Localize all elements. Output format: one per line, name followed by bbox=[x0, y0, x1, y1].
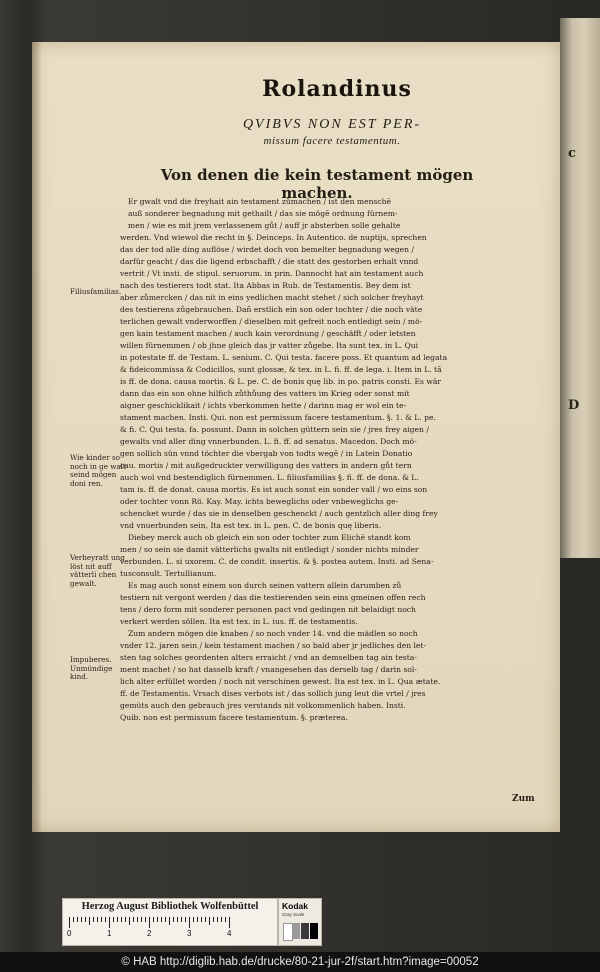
gray-swatch bbox=[310, 923, 318, 939]
ruler-number: 1 bbox=[107, 929, 112, 938]
body-line: Quib. non est permissum facere testamentum. §. præterea. bbox=[120, 713, 348, 722]
ruler-tick bbox=[121, 917, 122, 922]
body-line: gen sollich sün vnnd töchter die vbergab von todts wegē / in Latein Donatio bbox=[120, 449, 413, 458]
ruler-tick bbox=[189, 917, 190, 928]
margin-note: Verheyratt ung löst nit auff vätterli chen gewalt. bbox=[70, 553, 125, 588]
ruler-number: 3 bbox=[187, 929, 192, 938]
margin-note: Impuberes. Unmündige kind. bbox=[70, 655, 113, 682]
ruler-tick bbox=[89, 917, 90, 925]
ruler-number: 4 bbox=[227, 929, 232, 938]
body-line: darfür geacht / das die ligend erbschafft / die statt des gestorben erhalt vnnd bbox=[120, 257, 419, 266]
body-line: gen kain testament machen / auch kain verordnung / geschäfft / oder letsten bbox=[120, 329, 416, 338]
ruler-tick bbox=[221, 917, 222, 922]
margin-note: Wie kinder so noch in ge walt seind mögen doni ren. bbox=[70, 453, 126, 488]
ruler-tick bbox=[185, 917, 186, 922]
body-line: is ff. de dona. causa mortis. & L. pe. C. de bonis quę lib. in po. patris consti. Es wär bbox=[120, 377, 441, 386]
footer-credit: © HAB http://diglib.hab.de/drucke/80-21-jur-2f/start.htm?image=00052 bbox=[0, 952, 600, 972]
page-gutter-shadow bbox=[32, 42, 42, 832]
body-line: verbunden. L. si uxorem. C. de condit. insertis. & §. postea autem. Insti. ad Sena- bbox=[120, 557, 434, 566]
ruler-tick bbox=[69, 917, 70, 928]
ruler-tick bbox=[97, 917, 98, 922]
body-line: lich alter erfüllet worden / noch nit verschinen gewest. Ita est tex. in L. Qua ætate. bbox=[120, 677, 441, 686]
ruler-tick bbox=[93, 917, 94, 922]
body-line: oder tochter vonn Rö. Kay. May. ichts beweglichs oder vnbeweglichs ge- bbox=[120, 497, 399, 506]
body-line: Zum andern mögen die knaben / so noch vnder 14. vnd die mädlen so noch bbox=[128, 629, 418, 638]
body-line: tusconsult. Tertullianum. bbox=[120, 569, 217, 578]
body-line: aber zůmercken / das nit in eins yedlichen macht stehet / sich solcher freyhayt bbox=[120, 293, 424, 302]
latin-heading-line-2: missum facere testamentum. bbox=[263, 135, 401, 147]
body-line: verkert werden söllen. Ita est tex. in L. ius. ff. de testamentis. bbox=[120, 617, 358, 626]
gray-swatch bbox=[292, 923, 300, 939]
ruler-tick bbox=[217, 917, 218, 922]
gray-scale-label: Gray Scale bbox=[282, 912, 305, 917]
body-line: cau. mortis / mit außgedruckter verwilligung des vatters in andern gůt tern bbox=[120, 461, 412, 470]
ruler-tick bbox=[209, 917, 210, 925]
library-label-card bbox=[62, 898, 278, 946]
body-line: ment machet / so hat dasselb kraft / vnangesehen das derselb tag / darin sol- bbox=[120, 665, 417, 674]
body-line: vnder 12. jaren sein / kein testament machen / so bald aber jr jedliches den let- bbox=[120, 641, 427, 650]
facing-page-mark: c bbox=[568, 146, 576, 161]
ruler-tick bbox=[161, 917, 162, 922]
body-line: gewalts vnd aller ding vnnerbunden. L. fi. ff. ad senatus. Macedon. Doch mö- bbox=[120, 437, 417, 446]
ruler-tick bbox=[213, 917, 214, 922]
body-line: men / wie es mit jrem verlassenem gůt / auff jr absterben solle gehalte bbox=[128, 221, 401, 230]
catchword: Zum bbox=[512, 794, 535, 804]
ruler-tick bbox=[73, 917, 74, 922]
body-line: sten tag solches geordenten alters erraicht / vnd an demselben tag ain testa- bbox=[120, 653, 417, 662]
kodak-color-card bbox=[278, 898, 322, 946]
ruler-tick bbox=[177, 917, 178, 922]
library-label: Herzog August Bibliothek Wolfenbüttel bbox=[81, 901, 259, 912]
body-line: des testierens zůgebrauchen. Dañ erstlich ein son oder tochter / die noch väte bbox=[120, 305, 423, 314]
body-line: Er gwalt vnd die freyhait ain testament zůmachen / ist den menschē bbox=[128, 197, 391, 206]
body-line: stament machen. Insti. Qui. non est permissum facere testamentum. §. 1. & L. pe. bbox=[120, 413, 436, 422]
body-line: vertrit / Vt insti. de stipul. seruorum. in prin. Dannocht hat ain testament auch bbox=[120, 269, 424, 278]
ruler-tick bbox=[197, 917, 198, 922]
ruler-tick bbox=[141, 917, 142, 922]
ruler-number: 2 bbox=[147, 929, 152, 938]
facing-page-edge bbox=[560, 18, 600, 558]
document-page bbox=[32, 42, 560, 832]
ruler-tick bbox=[169, 917, 170, 925]
ruler-tick bbox=[113, 917, 114, 922]
body-line: ff. de Testamentis. Vrsach dises verbots ist / das sollich jung leut die vrtel / jres bbox=[120, 689, 426, 698]
german-heading: Von denen die kein testament mögen machen. bbox=[160, 166, 474, 202]
body-line: auch wol vnd bestendiglich fürnemmen. L. filiusfamilias §. fi. ff. de dona. & L. bbox=[120, 473, 419, 482]
running-head: Rolandinus bbox=[262, 76, 412, 102]
body-line: terlichen gewalt vnderworffen / dieselben mit gefreit noch entledigt sein / mö- bbox=[120, 317, 423, 326]
ruler-tick bbox=[77, 917, 78, 922]
ruler-tick bbox=[133, 917, 134, 922]
body-line: auß sonderer begnadung mit gethailt / das sie mögē ordnung fürnem- bbox=[128, 209, 398, 218]
ruler-tick bbox=[173, 917, 174, 922]
margin-note: Filiusfamilias. bbox=[70, 287, 122, 296]
body-text bbox=[120, 196, 540, 724]
ruler-tick bbox=[225, 917, 226, 922]
latin-heading bbox=[182, 116, 482, 150]
ruler-tick bbox=[109, 917, 110, 928]
body-line: in potestate ff. de Testam. L. senium. C. Qui testa. facere poss. Et quantum ad legata bbox=[120, 353, 448, 362]
body-line: willen fürnemmen / ob jhne gleich das jr vatter zůgebe. Ita sunt tex. in L. Qui bbox=[120, 341, 419, 350]
latin-heading-line-1: QVIBVS NON EST PER- bbox=[242, 117, 422, 132]
ruler-number: 0 bbox=[67, 929, 72, 938]
body-line: schencket wurde / das sie in denselben geschenckt / auch gentzlich aller ding frey bbox=[120, 509, 438, 518]
ruler-tick bbox=[81, 917, 82, 922]
ruler-tick bbox=[105, 917, 106, 922]
ruler-tick bbox=[181, 917, 182, 922]
body-line: vnd vnuerbunden sein, Ita est tex. in L. pen. C. de bonis quę liberis. bbox=[120, 521, 382, 530]
ruler-tick bbox=[201, 917, 202, 922]
facing-page-mark: D bbox=[568, 398, 580, 413]
ruler-tick bbox=[153, 917, 154, 922]
body-line: tens / dero form mit sonderer personen pact vnd gedingen nit belaidigt noch bbox=[120, 605, 416, 614]
body-line: testiern nit vergont werden / das die testierenden sein eins gmeinen offen rech bbox=[120, 593, 426, 602]
ruler-tick bbox=[165, 917, 166, 922]
ruler-tick bbox=[229, 917, 230, 928]
ruler-tick bbox=[145, 917, 146, 922]
body-line: men / so sein sie damit vätterlichs gwalts nit entledigt / sonder nichts minder bbox=[120, 545, 419, 554]
body-line: gemüts auch den gebrauch jres verstands nit volkommenlich haben. Insti. bbox=[120, 701, 406, 710]
kodak-brand: Kodak bbox=[282, 901, 308, 911]
ruler-tick bbox=[85, 917, 86, 922]
gray-swatch bbox=[301, 923, 309, 939]
body-line: aigner geschicklikait / ichts vberkommen hette / darinn mag er wol ein te- bbox=[120, 401, 407, 410]
body-line: Es mag auch sonst einem son durch seinen vattern allein darumben zů bbox=[128, 581, 402, 590]
ruler-tick bbox=[205, 917, 206, 922]
body-line: tam is. ff. de donat. causa mortis. Es ist auch sonst ein sonder vall / wo eins son bbox=[120, 485, 428, 494]
ruler-tick bbox=[149, 917, 150, 928]
body-line: werden. Vnd wiewol die recht in §. Deinceps. In Autentico. de nuptijs, sprechen bbox=[120, 233, 427, 242]
ruler-tick bbox=[125, 917, 126, 922]
ruler-tick bbox=[193, 917, 194, 922]
ruler-tick bbox=[137, 917, 138, 922]
body-line: & fideicommissa & Codicillos, sunt glossæ, & tex. in L. fi. ff. de lega. i. Item in L. tã bbox=[120, 365, 442, 374]
body-line: dann das ein son ohne hilfich zůthůung des vatters im Krieg oder sonst mit bbox=[120, 389, 410, 398]
body-line: Diebey merck auch ob gleich ein son oder tochter zum Elichē standt kom bbox=[128, 533, 411, 542]
ruler-tick bbox=[129, 917, 130, 925]
ruler-tick bbox=[101, 917, 102, 922]
body-line: das der tod alle ding auflöse / wirdet doch von bemelter begnadung wegen / bbox=[120, 245, 414, 254]
body-line: & fi. C. Qui testa. fa. possunt. Dann in solchen güttern sein sie / jres frey aigen / bbox=[120, 425, 429, 434]
ruler-tick bbox=[157, 917, 158, 922]
measurement-ruler bbox=[69, 917, 269, 941]
ruler-tick bbox=[117, 917, 118, 922]
body-line: nach des testierers todt stat. Ita Abbas in Rub. de Testamentis. Bey dem ist bbox=[120, 281, 411, 290]
